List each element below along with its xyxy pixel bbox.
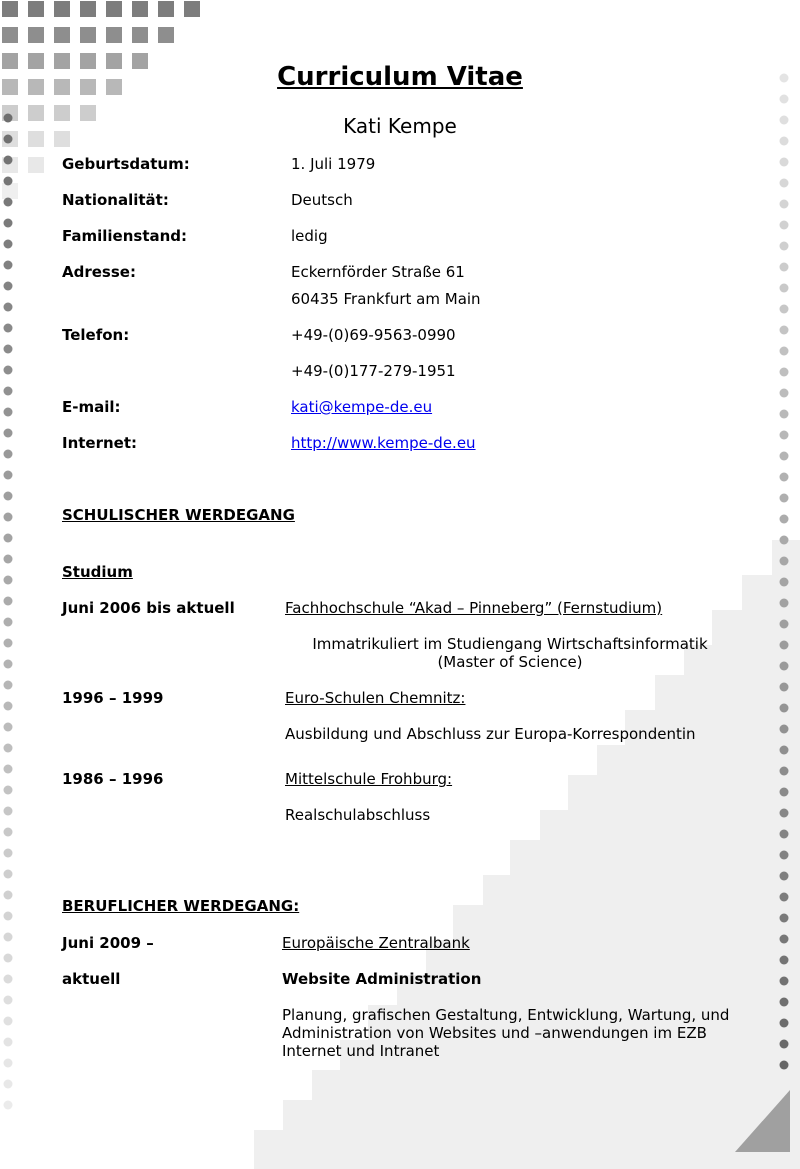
decor-dot xyxy=(780,767,789,776)
decor-square xyxy=(2,27,18,43)
decor-dot xyxy=(4,366,13,375)
decor-dot xyxy=(780,221,789,230)
decor-dot xyxy=(780,305,789,314)
decor-dot xyxy=(780,473,789,482)
address-label: Adresse: xyxy=(62,263,136,281)
decor-dot xyxy=(780,410,789,419)
decor-square xyxy=(28,157,44,173)
school-institution-1: Fachhochschule “Akad – Pinneberg” (Fernstudium) xyxy=(285,599,663,617)
decor-dot xyxy=(780,893,789,902)
decor-square xyxy=(158,27,174,43)
decor-dot xyxy=(4,450,13,459)
decor-dot xyxy=(780,704,789,713)
school-heading: SCHULISCHER WERDEGANG xyxy=(62,506,295,524)
decor-dot xyxy=(780,998,789,1007)
decor-dot xyxy=(4,240,13,249)
decor-dot xyxy=(4,870,13,879)
decor-dot xyxy=(780,725,789,734)
decor-dot xyxy=(780,1061,789,1070)
decor-dot xyxy=(780,431,789,440)
decor-dot xyxy=(780,914,789,923)
decor-dot xyxy=(780,956,789,965)
decor-dot xyxy=(780,242,789,251)
decor-dot xyxy=(4,324,13,333)
decor-dot xyxy=(780,620,789,629)
school-detail-1b: (Master of Science) xyxy=(437,653,583,671)
website-link[interactable]: http://www.kempe-de.eu xyxy=(291,434,476,452)
decor-dot xyxy=(780,368,789,377)
phone-2: +49-(0)177-279-1951 xyxy=(291,362,456,380)
decor-square xyxy=(2,1,18,17)
decor-dot xyxy=(780,452,789,461)
decor-dot xyxy=(780,809,789,818)
status-value: ledig xyxy=(291,227,328,245)
decor-dot xyxy=(780,1019,789,1028)
decor-dot xyxy=(4,282,13,291)
decor-square xyxy=(132,27,148,43)
decor-square xyxy=(158,1,174,17)
address-line-1: Eckernförder Straße 61 xyxy=(291,263,465,281)
decor-dot xyxy=(780,578,789,587)
school-detail-1a: Immatrikuliert im Studiengang Wirtschaftsinformatik xyxy=(312,635,708,653)
decor-dot xyxy=(4,513,13,522)
decor-dot xyxy=(4,954,13,963)
email-link[interactable]: kati@kempe-de.eu xyxy=(291,398,433,416)
decor-dot xyxy=(4,723,13,732)
career-heading: BERUFLICHER WERDEGANG: xyxy=(62,897,300,915)
decor-dot xyxy=(780,1040,789,1049)
decor-dot xyxy=(780,347,789,356)
decor-dot xyxy=(4,786,13,795)
school-detail-3: Realschulabschluss xyxy=(285,806,431,824)
career-position: Website Administration xyxy=(282,970,482,988)
decor-dot xyxy=(780,557,789,566)
decor-dot xyxy=(780,641,789,650)
decor-dot xyxy=(4,492,13,501)
decor-dot xyxy=(4,534,13,543)
school-period-2: 1996 – 1999 xyxy=(62,689,164,707)
decor-dot xyxy=(4,303,13,312)
decor-dot xyxy=(4,345,13,354)
decor-square xyxy=(28,27,44,43)
studium-heading: Studium xyxy=(62,563,133,581)
nationality-value: Deutsch xyxy=(291,191,353,209)
decor-dot xyxy=(780,536,789,545)
decor-dot xyxy=(4,702,13,711)
decor-dot xyxy=(4,1017,13,1026)
decor-dot xyxy=(780,515,789,524)
decor-dot xyxy=(4,933,13,942)
decor-dot xyxy=(4,681,13,690)
decor-dot xyxy=(780,200,789,209)
decor-dot xyxy=(4,744,13,753)
decor-dot xyxy=(4,219,13,228)
decor-dot xyxy=(4,1101,13,1110)
address-line-2: 60435 Frankfurt am Main xyxy=(291,290,481,308)
decor-dot xyxy=(780,746,789,755)
decor-dot xyxy=(780,830,789,839)
decor-square xyxy=(80,27,96,43)
decor-dot xyxy=(4,618,13,627)
phone-label: Telefon: xyxy=(62,326,130,344)
decor-dot xyxy=(4,177,13,186)
decor-dot xyxy=(4,555,13,564)
email-label: E-mail: xyxy=(62,398,121,416)
decor-dot xyxy=(4,429,13,438)
decor-dot xyxy=(4,156,13,165)
decor-dot xyxy=(780,179,789,188)
phone-1: +49-(0)69-9563-0990 xyxy=(291,326,456,344)
career-employer: Europäische Zentralbank xyxy=(282,934,470,952)
decor-dot xyxy=(4,849,13,858)
decor-square xyxy=(28,1,44,17)
decor-dot xyxy=(4,387,13,396)
school-period-3: 1986 – 1996 xyxy=(62,770,164,788)
decor-dot xyxy=(780,263,789,272)
decor-dot xyxy=(4,765,13,774)
decor-dot xyxy=(780,284,789,293)
person-name: Kati Kempe xyxy=(343,114,457,138)
career-description: Planung, grafischen Gestaltung, Entwicklung, Wartung, und Administration von Websites und –anwendungen im EZB Internet und Intranet xyxy=(282,1006,730,1060)
career-period-start: Juni 2009 – xyxy=(62,934,154,952)
decor-dot xyxy=(780,683,789,692)
decor-dot xyxy=(4,807,13,816)
nationality-label: Nationalität: xyxy=(62,191,169,209)
decor-dot xyxy=(780,851,789,860)
decor-dot xyxy=(4,1080,13,1089)
decor-dot xyxy=(780,389,789,398)
decor-dot xyxy=(4,198,13,207)
decor-dot xyxy=(4,1059,13,1068)
decor-dot xyxy=(780,977,789,986)
decor-square xyxy=(106,1,122,17)
decor-square xyxy=(2,183,18,199)
decor-dot xyxy=(4,975,13,984)
decor-square xyxy=(54,1,70,17)
status-label: Familienstand: xyxy=(62,227,188,245)
decor-square xyxy=(80,1,96,17)
decor-dot xyxy=(780,158,789,167)
decor-dot xyxy=(4,912,13,921)
decor-dot xyxy=(780,599,789,608)
decor-dot xyxy=(4,576,13,585)
decor-dot xyxy=(780,494,789,503)
decor-square xyxy=(132,1,148,17)
career-period-end: aktuell xyxy=(62,970,121,988)
decor-dot xyxy=(4,1038,13,1047)
decor-dot xyxy=(4,891,13,900)
decor-dot xyxy=(4,660,13,669)
decor-dot xyxy=(4,597,13,606)
birth-label: Geburtsdatum: xyxy=(62,155,190,173)
school-period-1: Juni 2006 bis aktuell xyxy=(62,599,235,617)
decor-dot xyxy=(780,935,789,944)
decor-dot xyxy=(780,326,789,335)
decor-dot xyxy=(4,471,13,480)
internet-label: Internet: xyxy=(62,434,138,452)
decor-square xyxy=(106,27,122,43)
decor-square xyxy=(184,1,200,17)
decor-dot xyxy=(780,872,789,881)
decor-dot xyxy=(4,408,13,417)
school-institution-2: Euro-Schulen Chemnitz: xyxy=(285,689,466,707)
decor-dot xyxy=(4,828,13,837)
decor-dot xyxy=(780,662,789,671)
decor-square xyxy=(54,27,70,43)
birth-value: 1. Juli 1979 xyxy=(291,155,376,173)
school-institution-3: Mittelschule Frohburg: xyxy=(285,770,453,788)
decor-dot xyxy=(4,639,13,648)
document-title: Curriculum Vitae xyxy=(277,62,523,92)
decor-dot xyxy=(780,788,789,797)
decor-dot xyxy=(4,996,13,1005)
decor-dot xyxy=(780,95,789,104)
school-detail-2: Ausbildung und Abschluss zur Europa-Korrespondentin xyxy=(285,725,696,743)
decor-dot xyxy=(4,261,13,270)
